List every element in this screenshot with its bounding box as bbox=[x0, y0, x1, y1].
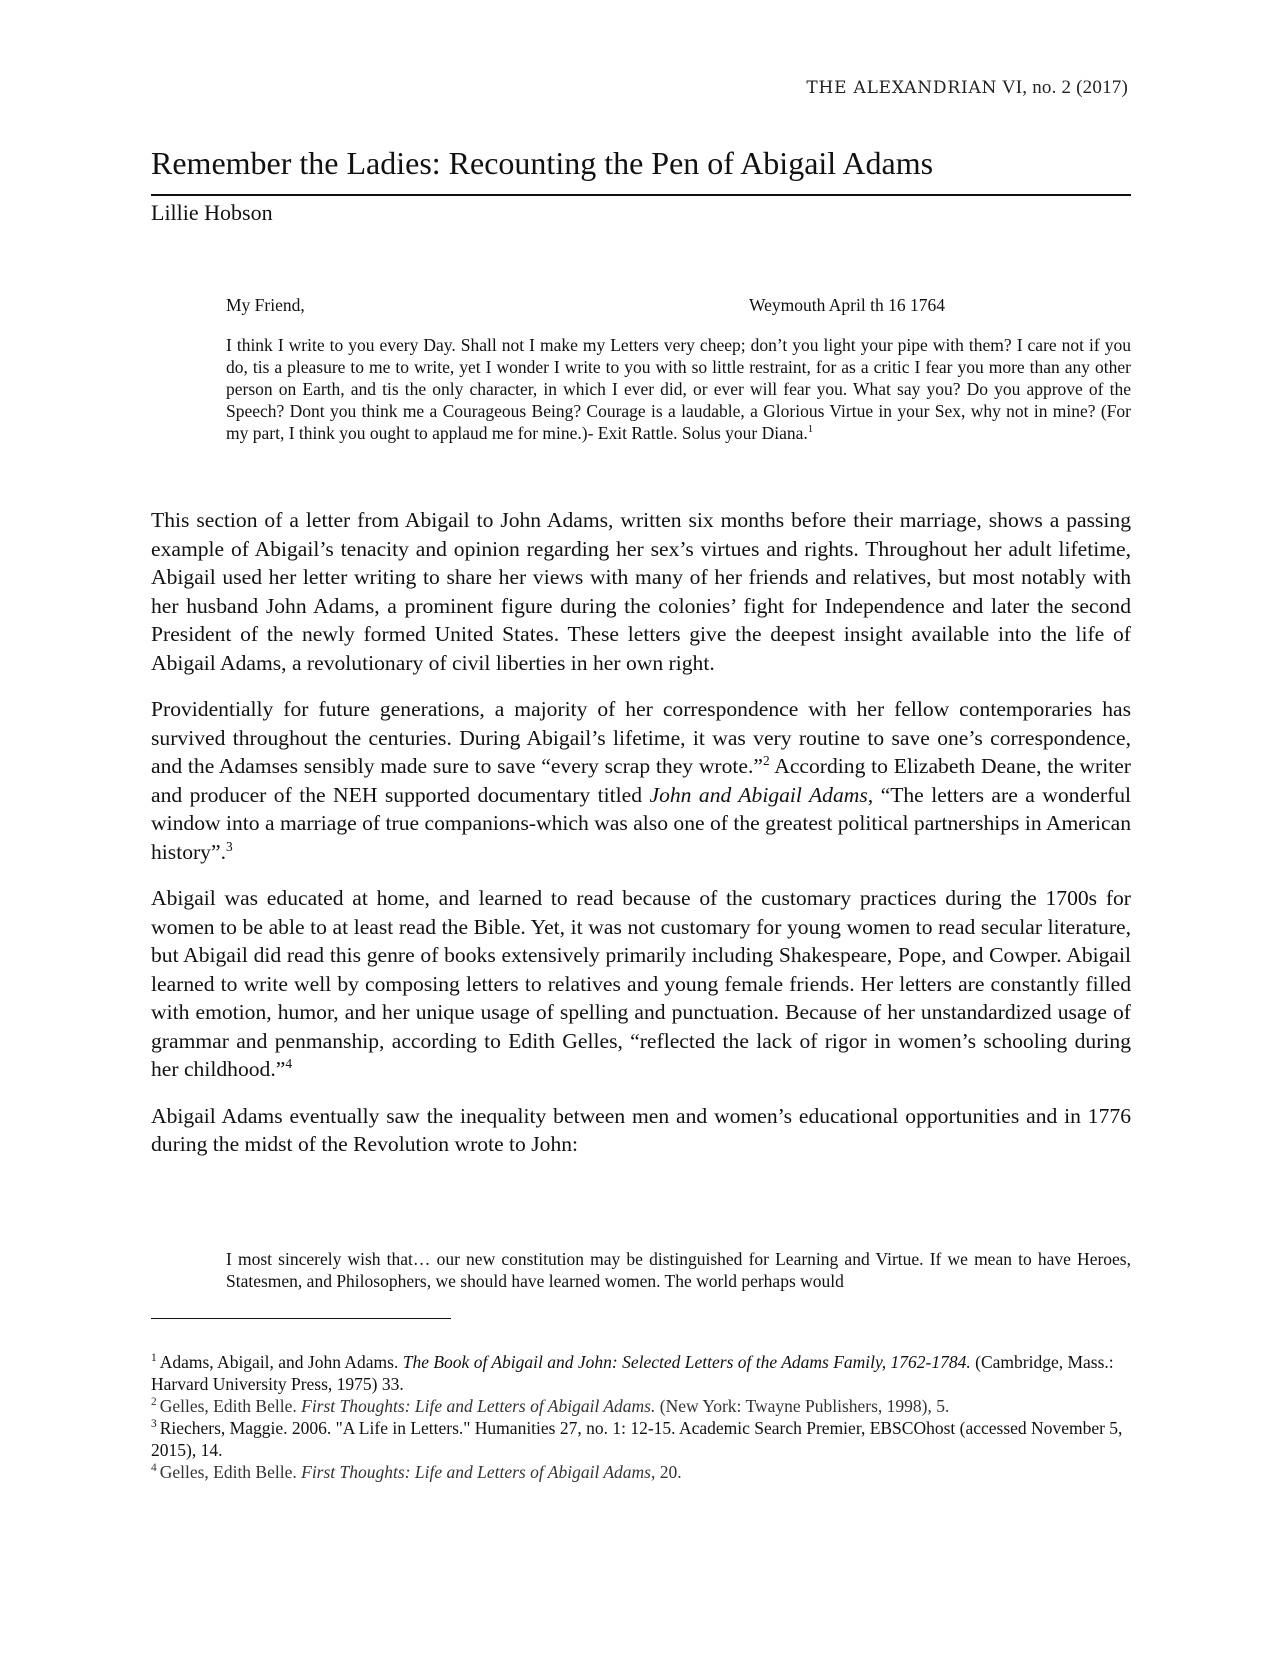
footnote-2-number: 2 bbox=[151, 1396, 157, 1409]
footnote-1-number: 1 bbox=[151, 1352, 157, 1365]
footnote-2-post: (New York: Twayne Publishers, 1998), 5. bbox=[655, 1396, 950, 1416]
paragraph-3 bbox=[151, 884, 1131, 1084]
footnote-4-number: 4 bbox=[151, 1462, 157, 1475]
footnote-2 bbox=[151, 1395, 1131, 1417]
footnote-3 bbox=[151, 1417, 1131, 1461]
article-title: Remember the Ladies: Recounting the Pen of Abigail Adams bbox=[151, 145, 934, 181]
paragraph-2-text-b: According to Elizabeth Deane, the writer and producer of the NEH supported documentary titled bbox=[151, 754, 1131, 807]
footnote-ref-1[interactable]: 1 bbox=[807, 423, 814, 436]
letter-body-text: I think I write to you every Day. Shall not I make my Letters very cheep; don’t you light your pipe with them? I care not if you do, tis a pleasure to me to write, yet I wonder I write to you with so little restraint, for as a critic I fear you more than any other person on Earth, and tis the only character, in which I ever did, or ever will fear you. What say you? Do you approve of the Speech? Dont you think me a Courageous Being? Courage is a laudable, a Glorious Virtue in your Sex, why not in mine? (For my part, I think you ought to applaud me for mine.)- Exit Rattle. Solus your Diana. bbox=[226, 335, 1131, 443]
footnote-ref-4[interactable]: 4 bbox=[285, 1055, 293, 1071]
letter-excerpt bbox=[226, 294, 1131, 444]
letter-body bbox=[226, 334, 1131, 444]
paragraph-3-text: Abigail was educated at home, and learned to read because of the customary practices during the 1700s for women to be able to at least read the Bible. Yet, it was not customary for young women to read secular literature, but Abigail did read this genre of books extensively primarily including Shakespeare, Pope, and Cowper. Abigail learned to write well by composing letters to relatives and young female friends. Her letters are constantly filled with emotion, humor, and her unique usage of spelling and punctuation. Because of her unstandardized usage of grammar and penmanship, according to Edith Gelles, “reflected the lack of rigor in women’s schooling during her childhood.” bbox=[151, 886, 1131, 1081]
running-header bbox=[806, 77, 1128, 99]
footnote-4-pre: Gelles, Edith Belle. bbox=[159, 1462, 302, 1482]
letter-dateline: Weymouth April th 16 1764 bbox=[749, 295, 945, 315]
paragraph-2 bbox=[151, 695, 1131, 866]
footnote-3-number: 3 bbox=[151, 1418, 157, 1431]
footnote-2-title: First Thoughts: Life and Letters of Abigail Adams. bbox=[301, 1396, 656, 1416]
footnote-1-pre: Adams, Abigail, and John Adams. bbox=[159, 1352, 403, 1372]
paragraph-4 bbox=[151, 1102, 1131, 1159]
title-divider bbox=[151, 194, 1131, 196]
footnote-1-title: The Book of Abigail and John: Selected Letters of the Adams Family, 1762-1784. bbox=[402, 1352, 971, 1372]
letter-header bbox=[226, 294, 1131, 334]
footnote-4-post: , 20. bbox=[651, 1462, 682, 1482]
footnote-4-title: First Thoughts: Life and Letters of Abigail Adams bbox=[301, 1462, 651, 1482]
journal-name: THE ALEXANDRIAN bbox=[806, 78, 998, 98]
paragraph-2-text-c: “The letters are a wonderful window into a marriage of true companions-which was also one of the greatest political partnerships in American history”. bbox=[151, 782, 1131, 864]
issue-info: VI, no. 2 (2017) bbox=[1001, 77, 1128, 98]
footnote-ref-2[interactable]: 2 bbox=[762, 752, 770, 768]
article-author: Lillie Hobson bbox=[151, 200, 273, 225]
footnote-4 bbox=[151, 1461, 1131, 1483]
documentary-title: John and Abigail Adams, bbox=[649, 782, 874, 807]
footnote-divider bbox=[151, 1318, 451, 1319]
footnote-1-post: (Cambridge, Mass.: Harvard University Press, 1975) 33. bbox=[151, 1352, 1114, 1394]
article-body bbox=[151, 506, 1131, 1177]
letter-salutation: My Friend, bbox=[226, 295, 305, 315]
footnote-3-text: Riechers, Maggie. 2006. "A Life in Letters." Humanities 27, no. 1: 12-15. Academic Search Premier, EBSCOhost (accessed November 5, 2015), 14. bbox=[151, 1418, 1123, 1460]
footnote-1 bbox=[151, 1351, 1131, 1395]
footnote-ref-3[interactable]: 3 bbox=[225, 838, 233, 854]
paragraph-1-text: This section of a letter from Abigail to John Adams, written six months before their marriage, shows a passing example of Abigail’s tenacity and opinion regarding her sex’s virtues and rights. Throughout her adult lifetime, Abigail used her letter writing to share her views with many of her friends and relatives, but most notably with her husband John Adams, a prominent figure during the colonies’ fight for Independence and later the second President of the newly formed United States. These letters give the deepest insight available into the life of Abigail Adams, a revolutionary of civil liberties in her own right. bbox=[151, 508, 1131, 675]
footnote-2-pre: Gelles, Edith Belle. bbox=[159, 1396, 302, 1416]
paragraph-2-text-a: Providentially for future generations, a majority of her correspondence with her fellow contemporaries has survived throughout the centuries. During Abigail’s lifetime, it was very routine to save one’s correspondence, and the Adamses sensibly made sure to save “every scrap they wrote.” bbox=[151, 697, 1131, 778]
footnotes bbox=[151, 1351, 1131, 1483]
paragraph-1 bbox=[151, 506, 1131, 677]
block-quote: I most sincerely wish that… our new constitution may be distinguished for Learning and Virtue. If we mean to have Heroes, Statesmen, and Philosophers, we should have learned women. The world perhaps would bbox=[226, 1249, 1131, 1291]
paragraph-4-text: Abigail Adams eventually saw the inequality between men and women’s educational opportunities and in 1776 during the midst of the Revolution wrote to John: bbox=[151, 1103, 1131, 1156]
